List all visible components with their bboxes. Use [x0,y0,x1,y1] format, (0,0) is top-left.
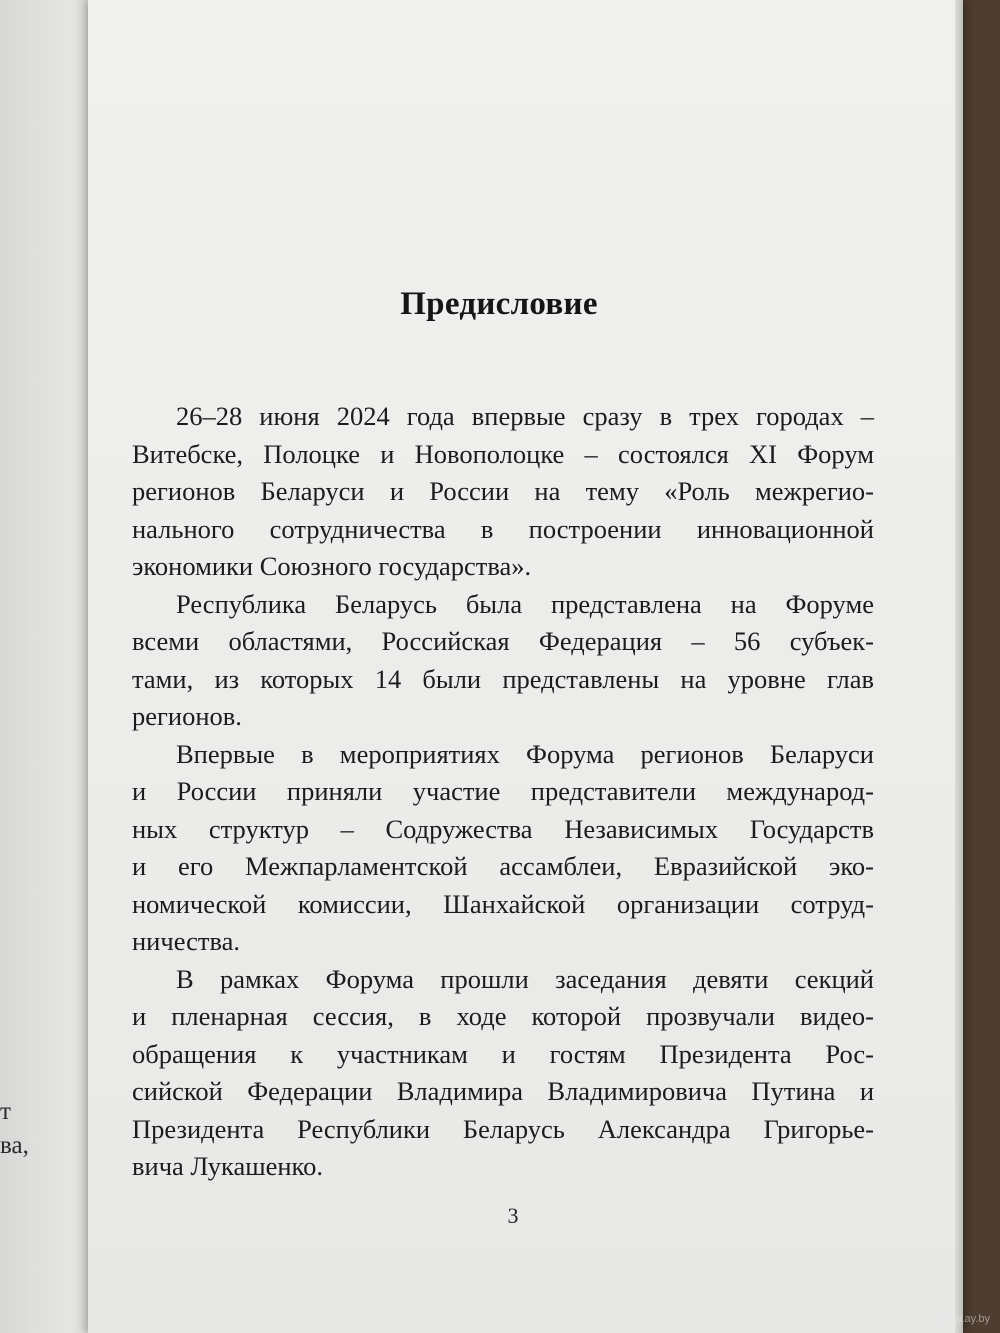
text-line: нального сотрудничества в построении инновационной [132,513,874,544]
left-page-fragment: т [0,1098,11,1125]
page-number: 3 [507,1203,519,1228]
text-line: и его Межпарламентской ассамблеи, Евразийской эко- [132,851,874,881]
text-line: и пленарная сессия, в ходе которой прозвучали видео- [132,1001,874,1031]
page-edge [955,0,963,1333]
text-line: Президента Республики Беларусь Александра Григорье- [132,1113,874,1144]
watermark: www.ay.by [938,1313,990,1325]
text-line: регионов Беларуси и России на тему «Роль межрегио- [132,476,874,506]
text-line: Витебске, Полоцке и Новополоцке – состоялся XI Форум [132,438,874,469]
text-line: вича Лукашенко. [132,1151,323,1181]
text-line: Республика Беларусь была представлена на Форуме [176,588,874,619]
text-line: всеми областями, Российская Федерация – 56 субъек- [132,626,874,656]
text-line: и России приняли участие представители международ- [132,776,874,806]
left-page-fragment: ва, [0,1132,29,1159]
text-line: номической комиссии, Шанхайской организации сотруд- [132,888,874,919]
text-line: В рамках Форума прошли заседания девяти секций [176,963,874,994]
text-line: экономики Союзного государства». [132,551,532,581]
text-line: ничества. [132,926,241,956]
text-line: Впервые в мероприятиях Форума регионов Беларуси [176,738,874,769]
text-line: тами, из которых 14 были представлены на уровне глав [132,663,874,694]
left-page [0,0,100,1333]
text-line: 26–28 июня 2024 года впервые сразу в трех городах – [176,401,874,431]
text-line: регионов. [132,701,242,731]
text-line: обращения к участникам и гостям Президента Рос- [132,1038,874,1069]
text-line: ных структур – Содружества Независимых Государств [132,813,874,844]
page-title: Предисловие [400,286,598,322]
body-text [132,398,874,1186]
text-line: сийской Федерации Владимира Владимировича Путина и [132,1076,874,1106]
